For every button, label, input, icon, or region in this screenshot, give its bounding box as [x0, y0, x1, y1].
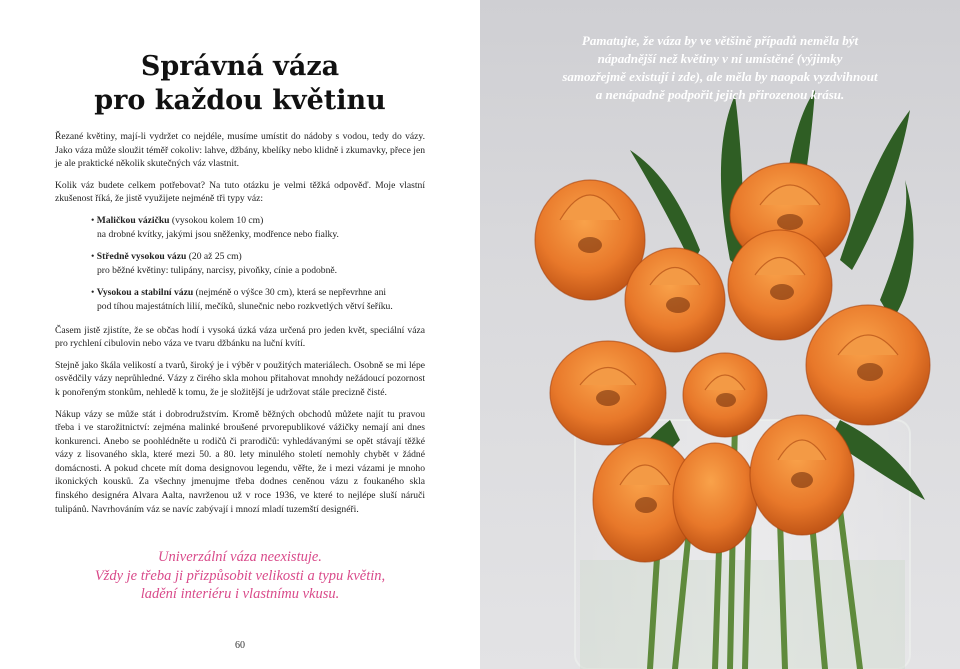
tulip	[673, 443, 757, 553]
paragraph-5: Nákup vázy se může stát i dobrodružstvím. Kromě běžných obchodů můžete najít tu pravou třeba i ve starožitnictví: zejména malinké broušené prvorepublikové vážičky nemají ani dnes konkurenci. Anebo se poohlédněte u rodičů či prarodičů: vyhledávanými se opět stávají těžké vázy z lisovaného skla, které mezi 50. a 80. lety minulého století nemohly chybět v žádné domácnosti. A pokud chcete mít doma designovou legendu, věřte, že i mezi vázami je mnoho ikonických kousků. Za všechny jmenujme třeba dodnes ceněnou vázu z foukaného skla finského designéra Alvara Aalta, navrženou už v roce 1936, ve které to nejlépe sluší náruči tulipánů. Navrhováním váz se navíc zabývají i mnozí mladí tuzemští designéři.	[55, 408, 425, 515]
quote-line-2: nápadnější než květiny v ní umístěné (výjimky	[597, 51, 843, 66]
list-item-bold: Maličkou vázičku	[96, 214, 170, 226]
page-title	[0, 50, 480, 118]
vase-types-list	[91, 214, 425, 314]
body-text	[55, 130, 425, 524]
list-item-rest: (vysokou kolem 10 cm)	[169, 214, 264, 226]
list-item-rest: (nejméně o výšce 30 cm), která se nepřevrhne ani	[193, 287, 387, 299]
list-item-sub: na drobné kvítky, jakými jsou sněženky, modřence nebo fialky.	[97, 228, 339, 240]
quote-line-1: Univerzální váza neexistuje.	[158, 549, 322, 565]
list-item-sub: pod tíhou majestátních lilií, mečíků, slunečnic nebo rozkvetlých větví šeříku.	[97, 300, 393, 312]
quote-line-2: Vždy je třeba ji přizpůsobit velikosti a typu květin,	[94, 567, 386, 584]
list-item-sub: pro běžné květiny: tulipány, narcisy, pivoňky, cínie a podobně.	[97, 264, 338, 276]
list-item-rest: (20 až 25 cm)	[186, 251, 242, 263]
paragraph-3: Časem jistě zjistíte, že se občas hodí i vysoká úzká váza určená pro jeden květ, speciální váza pro rychlení cibulovin nebo váza ve tvaru džbánku na luční kvítí.	[55, 324, 425, 350]
list-item: • Maličkou vázičku (vysokou kolem 10 cm) na drobné kvítky, jakými jsou sněženky, modřence nebo fialky.	[91, 214, 425, 241]
list-item: • Středně vysokou vázu (20 až 25 cm) pro běžné květiny: tulipány, narcisy, pivoňky, cínie a podobně.	[91, 250, 425, 277]
right-page-photo	[480, 0, 960, 669]
paragraph-1: Řezané květiny, mají-li vydržet co nejdéle, musíme umístit do nádoby s vodou, tedy do vázy. Jako váza může sloužit téměř cokoliv: lahve, džbány, kbelíky nebo klidně i zkumavky, přece jen je ale praktické několik skutečných váz vlastnit.	[55, 131, 425, 170]
list-item: • Vysokou a stabilní vázu (nejméně o výšce 30 cm), která se nepřevrhne ani pod tíhou majestátních lilií, mečíků, slunečnic nebo rozkvetlých větví šeříku.	[91, 286, 425, 313]
page-number: 60	[235, 640, 245, 651]
quote-line-1: Pamatujte, že váza by ve většině případů neměla být	[581, 33, 859, 48]
paragraph-4: Stejně jako škála velikostí a tvarů, široký je i výběr v použitých materiálech. Osobně se mi lépe osvědčily vázy neprůhledné. Vázy z čirého skla mohou přitahovat mnohdy nežádoucí pozornost k ponořeným stonkům, nehledě k tomu, že je složitější je udržovat stále precizně čisté.	[55, 359, 425, 398]
quote-line-3: ladění interiéru i vlastnímu vkusu.	[140, 586, 340, 602]
title-line-2: pro každou květinu	[94, 85, 386, 116]
list-item-bold: Středně vysokou vázu	[96, 251, 187, 263]
pull-quote-left	[0, 548, 480, 604]
quote-line-4: a nenápadně podpořit jejich přirozenou krásu.	[595, 87, 845, 102]
pull-quote-right	[520, 32, 920, 104]
title-line-1: Správná váza	[140, 51, 340, 82]
list-item-bold: Vysokou a stabilní vázu	[96, 287, 194, 299]
paragraph-2: Kolik váz budete celkem potřebovat? Na tuto otázku je velmi těžká odpověď. Moje vlastní zkušenost říká, že jistě využijete nejméně tři typy váz:	[55, 179, 425, 205]
quote-line-3: samozřejmě existují i zde), ale měla by naopak vyzdvihnout	[562, 69, 878, 84]
